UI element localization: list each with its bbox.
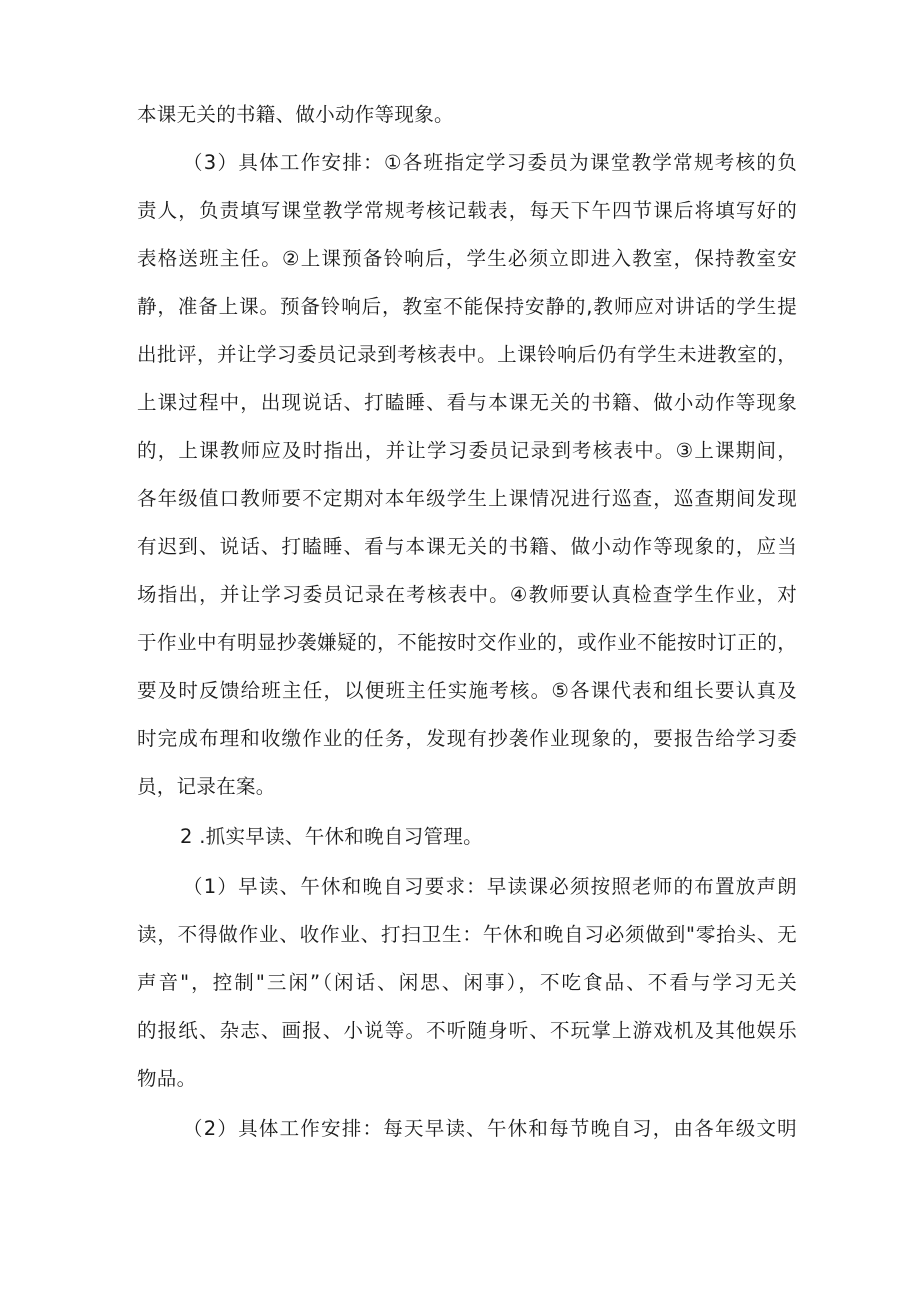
text-line: （3）具体工作安排：①各班指定学习委员为课堂教学常规考核的负 (183, 151, 797, 174)
text-line: 员，记录在案。 (137, 775, 276, 798)
text-line: 本课无关的书籍、做小动作等现象。 (137, 103, 454, 126)
text-line: 于作业中有明显抄袭嫌疑的，不能按时交作业的，或作业不能按时订正的， (137, 631, 797, 654)
text-line: 责人，负责填写课堂教学常规考核记载表，每天下午四节课后将填写好的 (137, 199, 797, 222)
text-line: 有迟到、说话、打瞌睡、看与本课无关的书籍、做小动作等现象的，应当 (137, 535, 797, 558)
text-line: 出批评，并让学习委员记录到考核表中。上课铃响后仍有学生未进教室的， (137, 343, 797, 366)
text-line: 时完成布理和收缴作业的任务，发现有抄袭作业现象的，要报告给学习委 (137, 727, 797, 750)
text-line: 读，不得做作业、收作业、打扫卫生：午休和晚自习必须做到"零抬头、无 (137, 923, 797, 946)
text-line: 的报纸、杂志、画报、小说等。不听随身听、不玩掌上游戏机及其他娱乐 (137, 1019, 797, 1042)
text-line: 静，准备上课。预备铃响后，教室不能保持安静的,教师应对讲话的学生提 (137, 295, 797, 318)
text-line: 各年级值口教师要不定期对本年级学生上课情况进行巡查，巡查期间发现 (137, 487, 797, 510)
text-line: 上课过程中，出现说话、打瞌睡、看与本课无关的书籍、做小动作等现象 (137, 391, 797, 414)
text-line: （1）早读、午休和晚自习要求：早读课必须按照老师的布置放声朗 (183, 875, 797, 898)
text-line: 要及时反馈给班主任，以便班主任实施考核。⑤各课代表和组长要认真及 (137, 679, 797, 702)
text-line: （2）具体工作安排：每天早读、午休和每节晚自习，由各年级文明 (183, 1117, 797, 1140)
text-line: 的，上课教师应及时指出，并让学习委员记录到考核表中。③上课期间， (137, 439, 797, 462)
text-line: 表格送班主任。②上课预备铃响后，学生必须立即进入教室，保持教室安 (137, 247, 797, 270)
section-heading: 2 .抓实早读、午休和晚自习管理。 (180, 825, 483, 848)
text-line: 物品。 (137, 1067, 197, 1090)
text-line: 声音"，控制"三闲”（闲话、闲思、闲事），不吃食品、不看与学习无关 (137, 971, 797, 994)
text-line: 场指出，并让学习委员记录在考核表中。④教师要认真检查学生作业，对 (137, 583, 797, 606)
